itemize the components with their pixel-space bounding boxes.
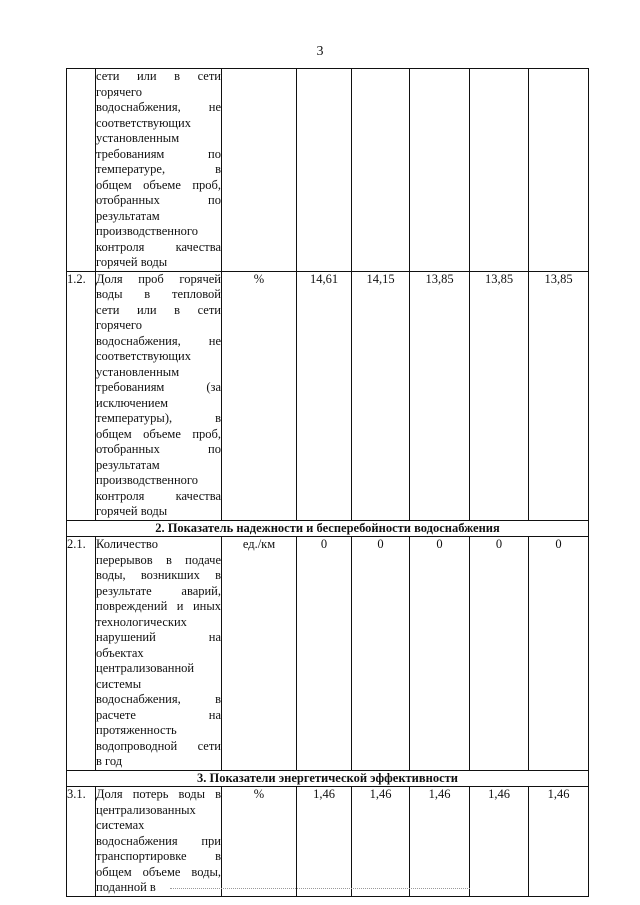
value-cell: 0: [410, 537, 470, 771]
section-title: 3. Показатели энергетической эффективности: [67, 770, 589, 787]
value-cell: 13,85: [470, 271, 529, 520]
description-line: температуры), в: [96, 411, 221, 425]
description-line: общем объеме проб,: [96, 177, 221, 192]
unit-cell: ед./км: [222, 537, 297, 771]
description-line: требованиям по: [96, 146, 221, 161]
description-line: водоснабжения, не: [96, 100, 221, 114]
description-line: температуре, в: [96, 162, 221, 176]
unit-cell: %: [222, 787, 297, 897]
table-row: [67, 537, 589, 771]
page-number: 3: [316, 44, 324, 59]
indicator-description: [96, 69, 222, 272]
indicator-description: [96, 537, 222, 771]
description-line: сети или в сети: [96, 302, 221, 317]
row-number: 3.1.: [67, 787, 96, 897]
description-line: Количество: [96, 537, 158, 551]
description-line: установленным: [96, 131, 180, 145]
value-cell: 1,46: [529, 787, 589, 897]
value-cell: 1,46: [352, 787, 410, 897]
description-line: водоснабжения, в: [96, 692, 221, 706]
section-header-row: [67, 520, 589, 537]
description-line: нарушений на: [96, 630, 221, 644]
description-line: производственного: [96, 224, 198, 238]
description-line: контроля качества: [96, 239, 221, 254]
description-line: централизованной: [96, 661, 195, 675]
description-line: протяженность: [96, 723, 177, 737]
value-cell: [410, 69, 470, 272]
value-cell: 14,15: [352, 271, 410, 520]
description-line: Доля потерь воды в: [96, 787, 221, 801]
table-row: [67, 69, 589, 272]
section-header-row: [67, 770, 589, 787]
value-cell: [470, 69, 529, 272]
description-line: отобранных по: [96, 193, 221, 207]
value-cell: 13,85: [529, 271, 589, 520]
description-line: результатам: [96, 457, 160, 472]
value-cell: 1,46: [410, 787, 470, 897]
description-line: горячего: [96, 84, 142, 99]
row-number: 2.1.: [67, 537, 96, 771]
description-line: водоснабжения, не: [96, 333, 221, 348]
description-line: перерывов в подаче: [96, 552, 221, 567]
description-line: результатам: [96, 208, 160, 223]
scan-artifact-line: [170, 888, 470, 890]
description-line: воды, возникших в: [96, 568, 221, 582]
indicator-description: [96, 787, 222, 897]
description-line: системах: [96, 818, 145, 832]
description-line: транспортировке в: [96, 849, 221, 863]
description-line: горячего: [96, 318, 142, 332]
value-cell: 13,85: [410, 271, 470, 520]
description-line: расчете на: [96, 707, 221, 722]
description-line: технологических: [96, 614, 187, 629]
row-number: [67, 69, 96, 272]
value-cell: 1,46: [470, 787, 529, 897]
description-line: в год: [96, 754, 123, 768]
description-line: повреждений и иных: [96, 599, 221, 613]
description-line: соответствующих: [96, 349, 191, 363]
table-row: [67, 271, 589, 520]
row-number: 1.2.: [67, 271, 96, 520]
indicator-description: [96, 271, 222, 520]
value-cell: [352, 69, 410, 272]
description-line: сети или в сети: [96, 69, 221, 83]
description-line: горячей воды: [96, 504, 168, 518]
description-line: требованиям (за: [96, 380, 221, 394]
description-line: контроля качества: [96, 488, 221, 503]
value-cell: 0: [352, 537, 410, 771]
section-title: 2. Показатель надежности и бесперебойности водоснабжения: [67, 520, 589, 537]
description-line: соответствующих: [96, 115, 191, 130]
description-line: отобранных по: [96, 442, 221, 456]
description-line: централизованных: [96, 802, 196, 817]
unit-cell: %: [222, 271, 297, 520]
description-line: исключением: [96, 395, 169, 410]
description-line: результате аварий,: [96, 583, 221, 598]
description-line: водоснабжения при: [96, 833, 221, 848]
description-line: воды в тепловой: [96, 287, 221, 301]
indicators-table: [66, 68, 589, 897]
value-cell: 0: [470, 537, 529, 771]
value-cell: 0: [529, 537, 589, 771]
value-cell: [529, 69, 589, 272]
description-line: общем объеме воды,: [96, 864, 221, 879]
description-line: поданной в: [96, 880, 156, 894]
description-line: горячей воды: [96, 255, 168, 269]
description-line: водопроводной сети: [96, 738, 221, 753]
value-cell: 1,46: [297, 787, 352, 897]
description-line: общем объеме проб,: [96, 426, 221, 441]
table-row: [67, 787, 589, 897]
description-line: системы: [96, 676, 142, 691]
description-line: объектах: [96, 645, 144, 660]
value-cell: 14,61: [297, 271, 352, 520]
unit-cell: [222, 69, 297, 272]
description-line: установленным: [96, 364, 180, 379]
description-line: Доля проб горячей: [96, 271, 221, 286]
value-cell: 0: [297, 537, 352, 771]
description-line: производственного: [96, 473, 198, 487]
value-cell: [297, 69, 352, 272]
